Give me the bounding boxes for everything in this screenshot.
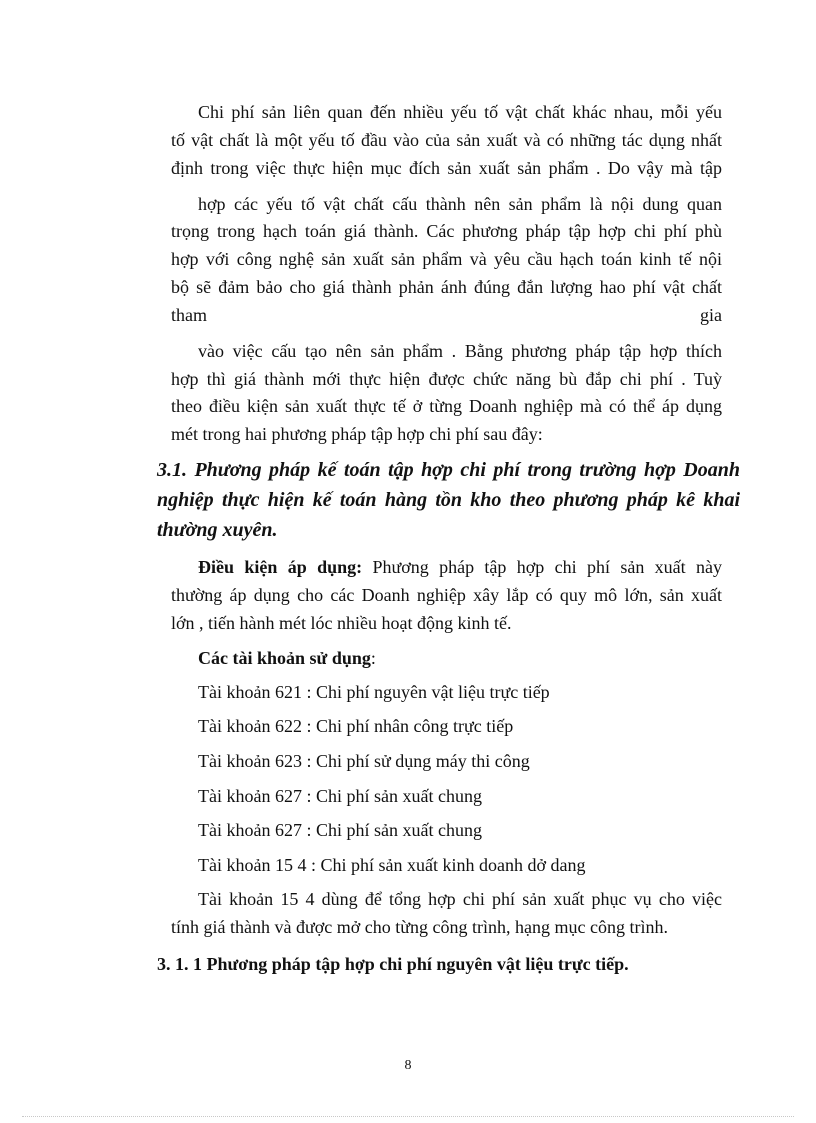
paragraph1-line1: Chi phí sản liên quan đến nhiều yếu tố vật chất khác nhau, mỗi yếu xyxy=(198,102,722,122)
accounts-label-line xyxy=(198,647,376,669)
paragraph2-line2: trọng trong hạch toán giá thành. Các phương pháp tập hợp chi phí phù xyxy=(171,221,722,241)
paragraph2-line1: hợp các yếu tố vật chất cấu thành nên sản phẩm là nội dung quan xyxy=(198,194,722,214)
paragraph3-line3: theo điều kiện sản xuất thực tế ở từng Doanh nghiệp mà có thể áp dụng xyxy=(171,396,722,416)
account-item: Tài khoản 622 : Chi phí nhân công trực tiếp xyxy=(198,716,514,736)
account-item: Tài khoản 15 4 : Chi phí sản xuất kinh doanh dở dang xyxy=(198,855,586,875)
conditions-label: Điều kiện áp dụng: xyxy=(198,557,363,577)
paragraph3-line1: vào việc cấu tạo nên sản phẩm . Bằng phương pháp tập hợp thích xyxy=(198,341,722,361)
closing-line2: tính giá thành và được mở cho từng công trình, hạng mục công trình. xyxy=(171,917,668,937)
accounts-colon: : xyxy=(370,648,376,668)
paragraph2-line4: bộ sẽ đảm bảo cho giá thành phản ánh đúng đắn lượng hao phí vật chất xyxy=(171,277,722,297)
paragraph3-line2: hợp thì giá thành mới thực hiện được chức năng bù đắp chi phí . Tuỳ xyxy=(171,369,722,389)
closing-line1: Tài khoản 15 4 dùng để tổng hợp chi phí sản xuất phục vụ cho việc xyxy=(198,889,722,909)
section-heading-line2: nghiệp thực hiện kế toán hàng tồn kho theo phương pháp kê khai xyxy=(157,489,740,511)
section-heading-line3: thường xuyên. xyxy=(157,519,278,541)
split-line-left: tham xyxy=(171,305,207,325)
paragraph3-line4: mét trong hai phương pháp tập hợp chi phí sau đây: xyxy=(171,424,543,444)
accounts-label: Các tài khoản sử dụng xyxy=(198,648,371,668)
account-item: Tài khoản 621 : Chi phí nguyên vật liệu trực tiếp xyxy=(198,682,550,702)
split-line-right: gia xyxy=(700,305,722,325)
account-item: Tài khoản 623 : Chi phí sử dụng máy thi công xyxy=(198,751,530,771)
paragraph1-line2: tố vật chất là một yếu tố đầu vào của sản xuất và có những tác dụng nhất xyxy=(171,130,722,150)
conditions-line3: lớn , tiến hành mét lóc nhiều hoạt động kinh tế. xyxy=(171,613,512,633)
page-number: 8 xyxy=(404,1058,412,1073)
section-heading-line1: 3.1. Phương pháp kế toán tập hợp chi phí trong trường hợp Doanh xyxy=(157,459,740,481)
conditions-line1 xyxy=(198,556,722,578)
conditions-line2: thường áp dụng cho các Doanh nghiệp xây lắp có quy mô lớn, sản xuất xyxy=(171,585,722,605)
account-item: Tài khoản 627 : Chi phí sản xuất chung xyxy=(198,786,482,806)
paragraph1-line3: định trong việc thực hiện mục đích sản xuất sản phẩm . Do vậy mà tập xyxy=(171,158,722,178)
account-item: Tài khoản 627 : Chi phí sản xuất chung xyxy=(198,820,482,840)
paragraph2-line3: hợp với công nghệ sản xuất sản phẩm và yêu cầu hạch toán kinh tế nội xyxy=(171,249,722,269)
subheading: 3. 1. 1 Phương pháp tập hợp chi phí nguyên vật liệu trực tiếp. xyxy=(157,954,629,974)
page-bottom-divider xyxy=(22,1116,794,1117)
conditions-text: Phương pháp tập hợp chi phí sản xuất này xyxy=(362,557,722,577)
